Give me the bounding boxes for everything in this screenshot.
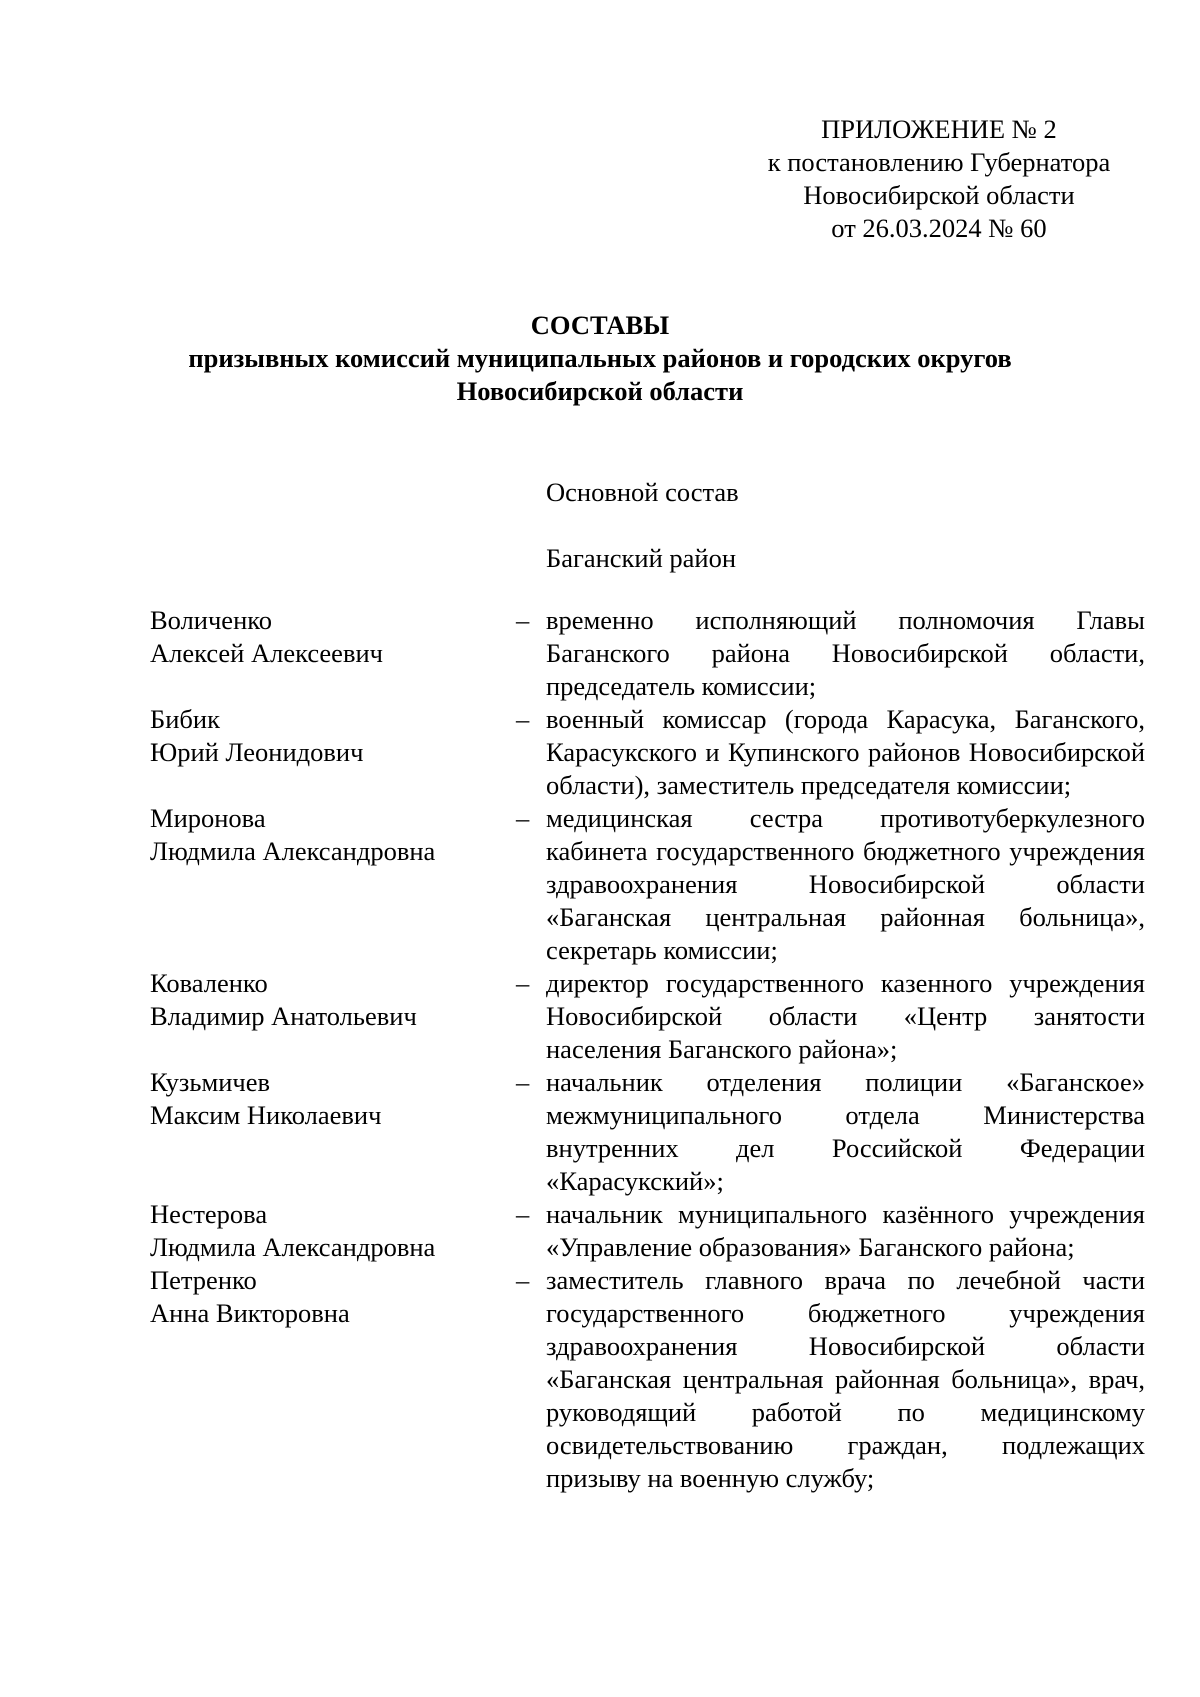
member-name [150,967,516,1066]
member-row [150,1198,1145,1264]
member-name [150,703,516,802]
members-list [150,604,1145,1495]
member-surname: Петренко [150,1265,257,1295]
member-row [150,1264,1145,1495]
member-given-name: Анна Викторовна [150,1298,350,1328]
title-line-1: СОСТАВЫ [530,310,670,340]
dash-separator: – [516,803,530,833]
member-given-name: Людмила Александровна [150,836,436,866]
member-given-name: Юрий Леонидович [150,737,364,767]
title-line-2: призывных комиссий муниципальных районов и городских округов [188,343,1012,373]
dash-separator: – [516,968,530,998]
member-name [150,1264,516,1495]
member-row [150,967,1145,1066]
member-surname: Нестерова [150,1199,268,1229]
appendix-header [736,113,1142,245]
member-name [150,802,516,967]
composition-label: Основной состав [546,477,739,507]
member-role: начальник отделения полиции «Баганское» межмуниципального отдела Министерства внутренних дел Российской Федерации «Карасукский»; [546,1067,1145,1196]
dash-separator: – [516,704,530,734]
member-name [150,604,516,703]
member-row [150,604,1145,703]
member-row [150,703,1145,802]
member-surname: Кузьмичев [150,1067,271,1097]
member-role: директор государственного казенного учреждения Новосибирской области «Центр занятости населения Баганского района»; [546,968,1145,1064]
dash-separator: – [516,1067,530,1097]
member-row [150,1066,1145,1198]
member-role: временно исполняющий полномочия Главы Баганского района Новосибирской области, председатель комиссии; [546,605,1145,701]
appendix-number: ПРИЛОЖЕНИЕ № 2 [821,114,1057,144]
member-given-name: Максим Николаевич [150,1100,382,1130]
member-surname: Миронова [150,803,266,833]
appendix-date: от 26.03.2024 № 60 [831,213,1047,243]
member-name [150,1198,516,1264]
district-label: Баганский район [546,543,737,573]
member-role: военный комиссар (города Карасука, Баганского, Карасукского и Купинского районов Новосибирской области), заместитель председателя комиссии; [546,704,1145,800]
dash-separator: – [516,605,530,635]
member-role: заместитель главного врача по лечебной части государственного бюджетного учреждения здравоохранения Новосибирской области «Баганская центральная районная больница», врач, руководящий работой по медицинскому освидетельствованию граждан, подлежащих призыву на военную службу; [546,1265,1145,1493]
appendix-region: Новосибирской области [803,180,1075,210]
member-role: начальник муниципального казённого учреждения «Управление образования» Баганского района; [546,1199,1145,1262]
appendix-reference: к постановлению Губернатора [767,147,1111,177]
title-line-3: Новосибирской области [456,376,744,406]
member-surname: Воличенко [150,605,273,635]
member-surname: Коваленко [150,968,268,998]
member-surname: Бибик [150,704,220,734]
member-given-name: Людмила Александровна [150,1232,436,1262]
dash-separator: – [516,1265,530,1295]
member-row [150,802,1145,967]
dash-separator: – [516,1199,530,1229]
member-given-name: Алексей Алексеевич [150,638,383,668]
member-role: медицинская сестра противотуберкулезного кабинета государственного бюджетного учреждения здравоохранения Новосибирской области «Баганская центральная районная больница», секретарь комиссии; [546,803,1145,965]
document-title [0,309,1200,408]
member-name [150,1066,516,1198]
member-given-name: Владимир Анатольевич [150,1001,417,1031]
